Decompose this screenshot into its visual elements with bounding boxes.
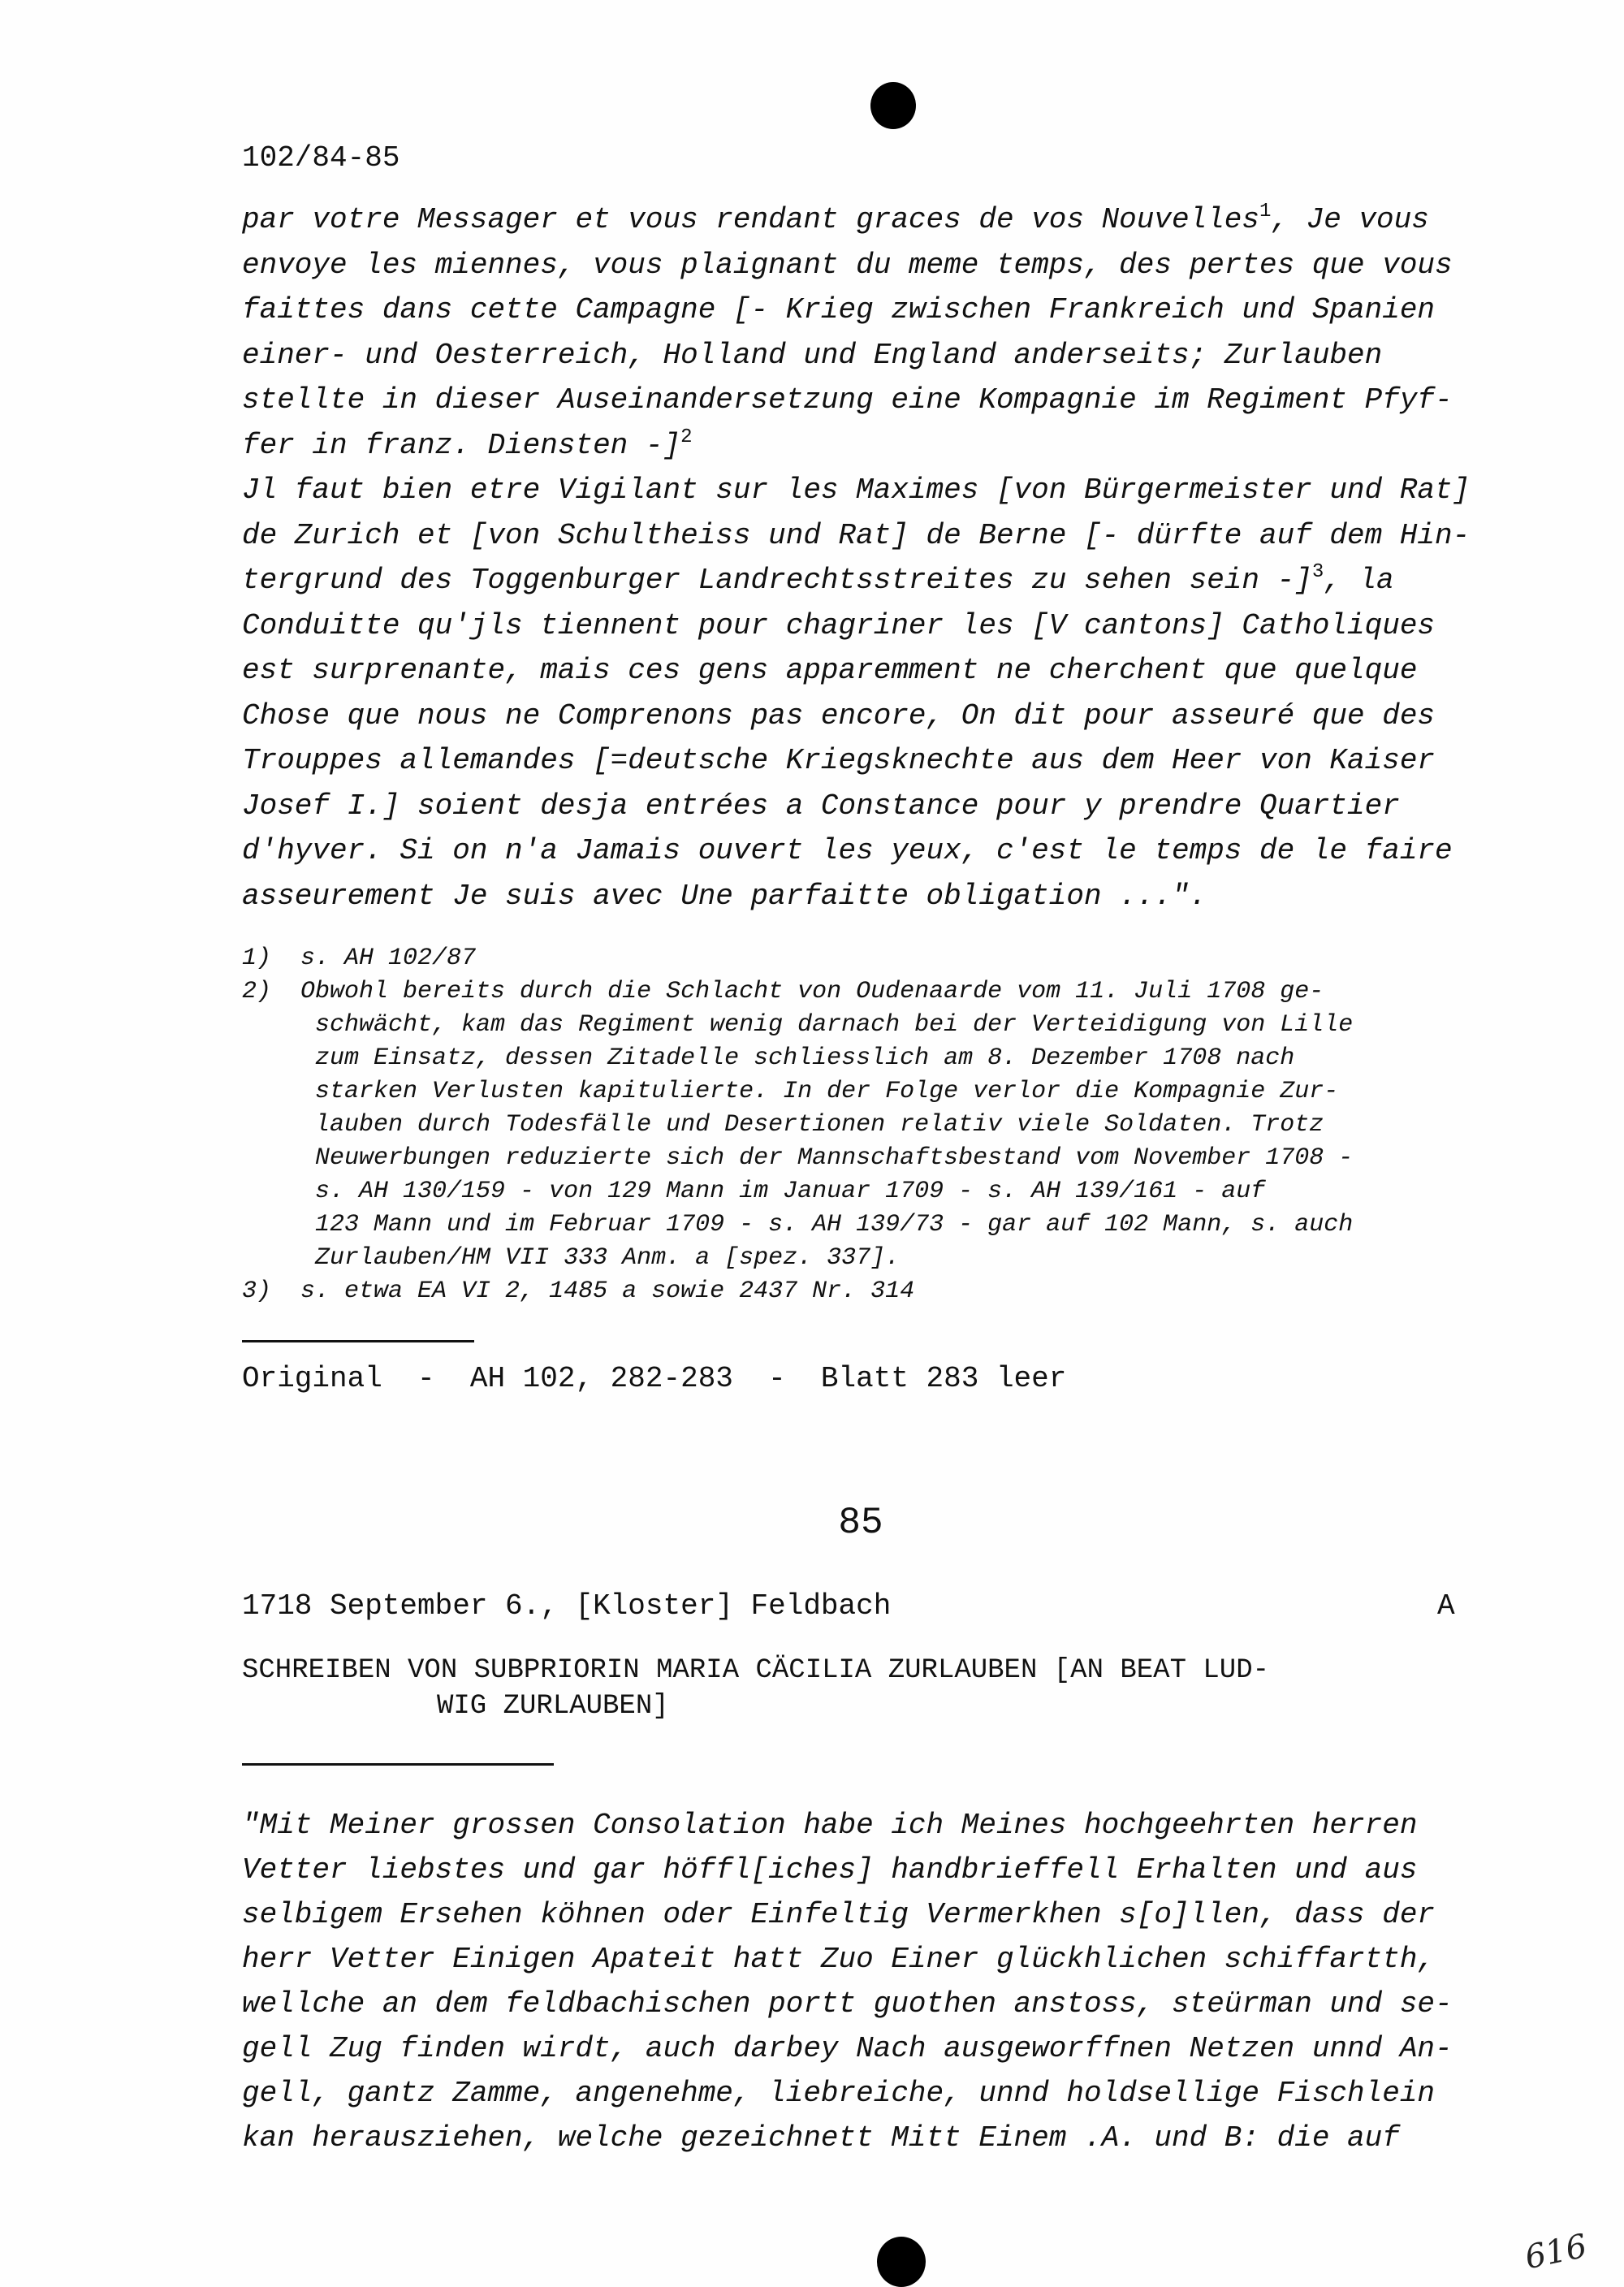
divider-rule <box>242 1340 474 1342</box>
text-line: "Mit Meiner grossen Consolation habe ich Meines hochgeehrten herren <box>242 1809 1418 1842</box>
text-line: Josef I.] soient desja entrées a Constance pour y prendre Quartier <box>242 789 1400 823</box>
document-title: SCHREIBEN VON SUBPRIORIN MARIA CÄCILIA ZURLAUBEN [AN BEAT LUD- <box>242 1655 1270 1686</box>
text-line: d'hyver. Si on n'a Jamais ouvert les yeux, c'est le temps de le faire <box>242 834 1453 867</box>
text-line: Conduitte qu'jls tiennent pour chagriner les [V cantons] Catholiques <box>242 609 1436 642</box>
footnote-line: s. AH 130/159 - von 129 Mann im Januar 1709 - s. AH 139/161 - auf <box>242 1178 1266 1205</box>
original-source-note: Original - AH 102, 282-283 - Blatt 283 leer <box>242 1362 1067 1395</box>
footnote-line: schwächt, kam das Regiment wenig darnach bei der Verteidigung von Lille <box>242 1011 1354 1039</box>
footnote-line: 123 Mann und im Februar 1709 - s. AH 139/73 - gar auf 102 Mann, s. auch <box>242 1211 1354 1239</box>
text-line: est surprenante, mais ces gens apparemment ne cherchent que quelque <box>242 654 1418 687</box>
text-line: de Zurich et [von Schultheiss und Rat] de Berne [- dürfte auf dem Hin- <box>242 519 1471 552</box>
text-line: gell Zug finden wirdt, auch darbey Nach ausgeworffnen Netzen unnd An- <box>242 2032 1453 2065</box>
text-line: Trouppes allemandes [=deutsche Kriegsknechte aus dem Heer von Kaiser <box>242 744 1436 777</box>
document-number: 85 <box>838 1502 883 1544</box>
text-line: wellche an dem feldbachischen portt guothen anstoss, steürman und se- <box>242 1987 1453 2021</box>
text-line: tergrund des Toggenburger Landrechtsstreites zu sehen sein -]$^3$, la <box>242 561 1394 597</box>
divider-rule <box>242 1763 554 1766</box>
punch-hole-bottom <box>877 2237 926 2287</box>
footnote-line: zum Einsatz, dessen Zitadelle schliesslich am 8. Dezember 1708 nach <box>242 1044 1295 1072</box>
text-line: fer in franz. Diensten -]$^2$ <box>242 426 693 462</box>
footnote-line: starken Verlusten kapitulierte. In der Folge verlor die Kompagnie Zur- <box>242 1078 1339 1105</box>
footnote-line: 1) s. AH 102/87 <box>242 945 477 972</box>
footnote-line: 3) s. etwa EA VI 2, 1485 a sowie 2437 Nr. 314 <box>242 1278 915 1305</box>
text-line: asseurement Je suis avec Une parfaitte obligation ...". <box>242 880 1207 913</box>
text-line: faittes dans cette Campagne [- Krieg zwischen Frankreich und Spanien <box>242 293 1436 326</box>
text-line: einer- und Oesterreich, Holland und England anderseits; Zurlauben <box>242 339 1383 372</box>
text-line: stellte in dieser Auseinandersetzung eine Kompagnie im Regiment Pfyf- <box>242 383 1453 417</box>
footnote-ref: 1 <box>1259 201 1272 223</box>
footnote-line: Neuwerbungen reduzierte sich der Mannschaftsbestand vom November 1708 - <box>242 1144 1354 1172</box>
text-line: kan herausziehen, welche gezeichnett Mitt Einem .A. und B: die auf <box>242 2121 1400 2155</box>
footnote-line: lauben durch Todesfälle und Desertionen relativ viele Soldaten. Trotz <box>242 1111 1324 1139</box>
document-marker: A <box>1437 1589 1455 1623</box>
text-line: Jl faut bien etre Vigilant sur les Maximes [von Bürgermeister und Rat] <box>242 473 1471 507</box>
document-title-continued: WIG ZURLAUBEN] <box>437 1691 669 1722</box>
footnote-line: Zurlauben/HM VII 333 Anm. a [spez. 337]. <box>242 1244 901 1272</box>
text-line: Vetter liebstes und gar höffl[iches] handbrieffell Erhalten und aus <box>242 1853 1418 1887</box>
footnote-ref: 2 <box>680 426 693 448</box>
text-line: Chose que nous ne Comprenons pas encore, On dit pour asseuré que des <box>242 699 1436 733</box>
text-line: selbigem Ersehen köhnen oder Einfeltig Vermerkhen s[o]llen, dass der <box>242 1898 1436 1931</box>
punch-hole-top <box>870 82 916 129</box>
text-line: herr Vetter Einigen Apateit hatt Zuo Einer glückhlichen schiffartth, <box>242 1943 1436 1976</box>
document-dateline: 1718 September 6., [Kloster] Feldbach <box>242 1589 892 1623</box>
text-line: par votre Messager et vous rendant graces de vos Nouvelles$^1$, Je vous <box>242 201 1429 236</box>
footnote-line: 2) Obwohl bereits durch die Schlacht von Oudenaarde vom 11. Juli 1708 ge- <box>242 978 1324 1005</box>
footnote-ref: 3 <box>1311 561 1324 583</box>
text-line: gell, gantz Zamme, angenehme, liebreiche, unnd holdsellige Fischlein <box>242 2077 1436 2110</box>
handwritten-page-number: 616 <box>1522 2227 1591 2277</box>
page-reference: 102/84-85 <box>242 141 400 175</box>
text-line: envoye les miennes, vous plaignant du meme temps, des pertes que vous <box>242 249 1453 282</box>
